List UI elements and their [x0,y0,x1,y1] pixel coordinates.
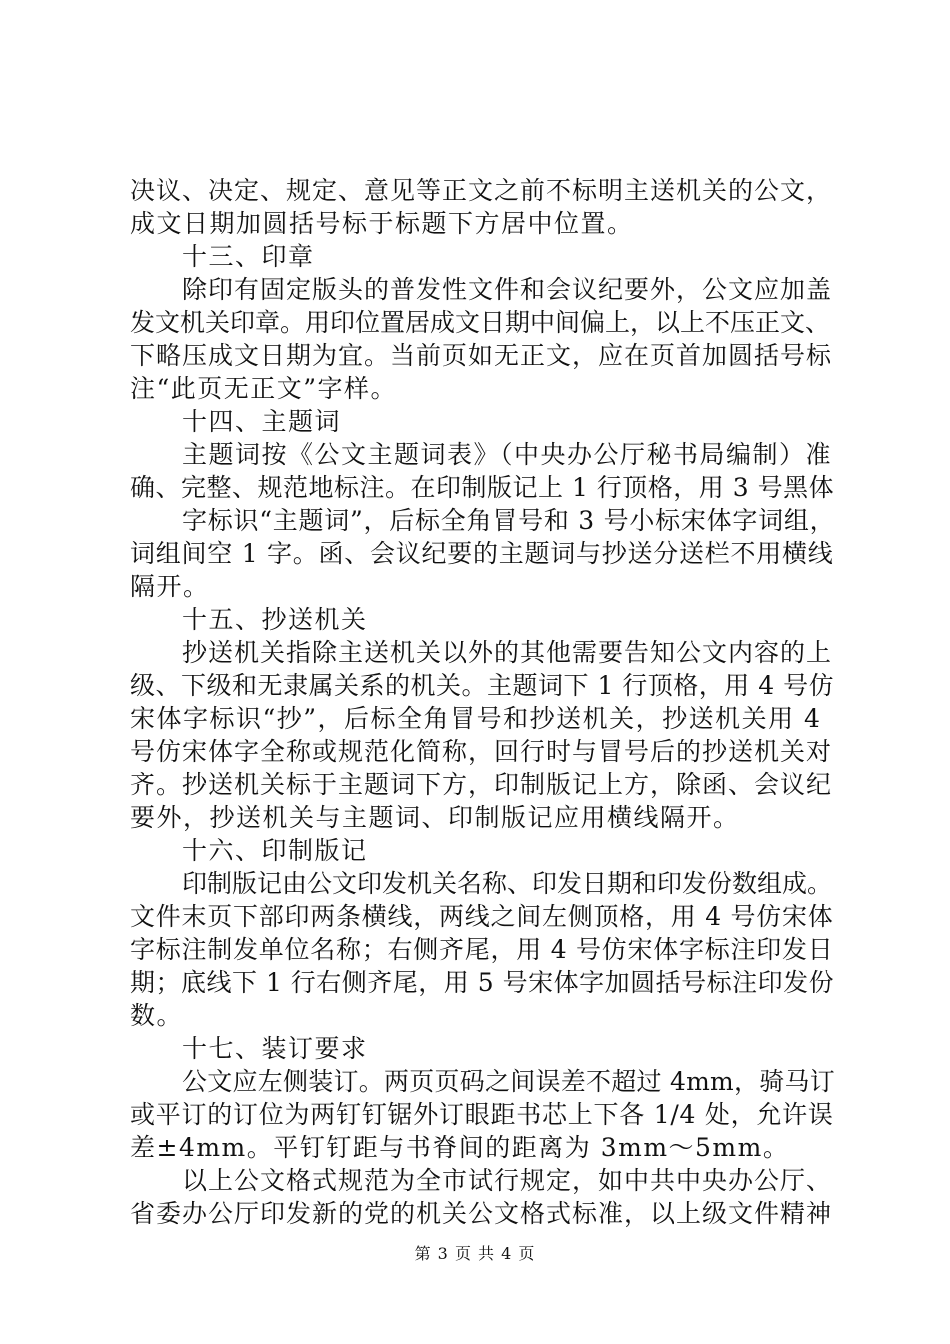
text-line: 或平订的订位为两钉钉锯外订眼距书芯上下各 1/4 处，允许误 [130,1100,834,1129]
text-line: 下略压成文日期为宜。当前页如无正文，应在页首加圆括号标 [130,341,833,370]
text-line: 级、下级和无隶属关系的机关。主题词下 1 行顶格，用 4 号仿 [130,671,835,700]
text-line: 注“此页无正文”字样。 [130,374,398,403]
section-heading: 十七、装订要求 [182,1034,368,1063]
text-line: 词组间空 1 字。函、会议纪要的主题词与抄送分送栏不用横线 [130,539,834,568]
text-line: 省委办公厅印发新的党的机关公文格式标准，以上级文件精神 [130,1199,833,1228]
text-line: 除印有固定版头的普发性文件和会议纪要外，公文应加盖 [182,275,833,304]
text-line: 字标识“主题词”，后标全角冒号和 3 号小标宋体字词组， [182,506,836,535]
section-heading: 十六、印制版记 [182,836,368,865]
text-line: 要外，抄送机关与主题词、印制版记应用横线隔开。 [130,803,740,832]
text-line: 号仿宋体字全称或规范化简称，回行时与冒号后的抄送机关对 [130,737,833,766]
text-line: 印制版记由公文印发机关名称、印发日期和印发份数组成。 [182,869,833,898]
text-line: 确、完整、规范地标注。在印制版记上 1 行顶格，用 3 号黑体 [130,473,835,502]
text-line: 齐。抄送机关标于主题词下方，印制版记上方，除函、会议纪 [130,770,833,799]
section-heading: 十三、印章 [182,242,315,271]
text-line: 数。 [130,1001,184,1030]
section-heading: 十四、主题词 [182,407,342,436]
text-line: 发文机关印章。用印位置居成文日期中间偏上，以上不压正文、 [130,308,831,337]
text-line: 期；底线下 1 行右侧齐尾，用 5 号宋体字加圆括号标注印发份 [130,968,835,997]
text-line: 抄送机关指除主送机关以外的其他需要告知公文内容的上 [182,638,833,667]
text-line: 宋体字标识“抄”，后标全角冒号和抄送机关，抄送机关用 4 [130,704,822,733]
text-line: 文件末页下部印两条横线，两线之间左侧顶格，用 4 号仿宋体 [130,902,834,931]
text-line: 成文日期加圆括号标于标题下方居中位置。 [130,209,634,238]
text-line: 以上公文格式规范为全市试行规定，如中共中央办公厅、 [182,1166,833,1195]
text-line: 差±4mm。平钉钉距与书脊间的距离为 3mm～5mm。 [130,1133,790,1162]
text-line: 主题词按《公文主题词表》（中央办公厅秘书局编制）准 [182,440,833,469]
text-line: 决议、决定、规定、意见等正文之前不标明主送机关的公文， [130,176,833,205]
page-number-footer: 第 3 页 共 4 页 [414,1244,536,1263]
text-line: 字标注制发单位名称；右侧齐尾，用 4 号仿宋体字标注印发日 [130,935,834,964]
text-line: 公文应左侧装订。两页页码之间误差不超过 4mm，骑马订 [182,1067,836,1096]
text-line: 隔开。 [130,572,210,601]
section-heading: 十五、抄送机关 [182,605,368,634]
